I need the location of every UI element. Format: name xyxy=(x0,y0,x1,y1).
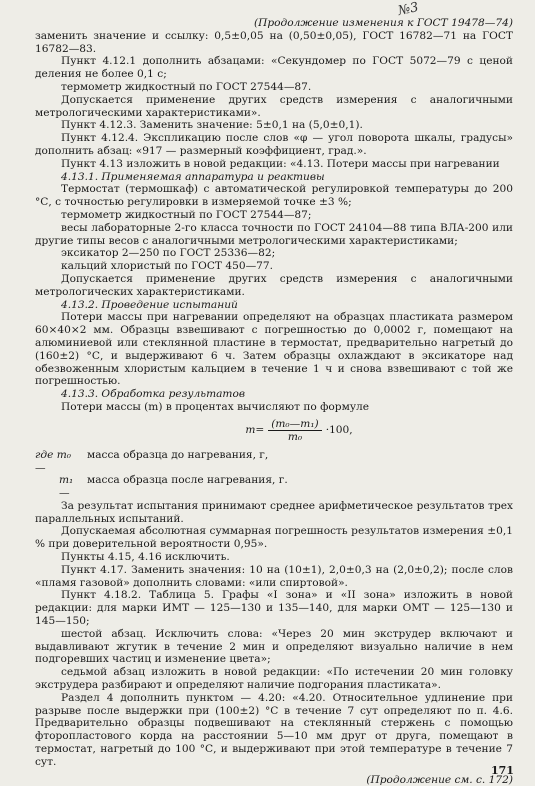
paragraph: 4.13.2. Проведение испытаний xyxy=(61,298,238,311)
paragraph: шестой абзац. Исключить слова: «Через 20 мин экструдер включают и выдавливают жгутик в течение 2 мин и определяют визуально наличие в нем подгоревших частиц и изменение цвета»; xyxy=(35,627,513,666)
formula-denominator: m₀ xyxy=(287,431,303,444)
formula-rhs: ·100, xyxy=(325,424,353,437)
paragraph: За результат испытания принимают среднее арифметическое результатов трех параллельных испытаний. xyxy=(35,499,513,525)
paragraph: Пункт 4.13 изложить в новой редакции: «4.13. Потери массы при нагревании xyxy=(61,157,500,170)
paragraphs-before-formula xyxy=(35,30,513,414)
handwritten-mark: №3 xyxy=(396,0,420,19)
formula-legend xyxy=(35,449,513,500)
legend-text: масса образца до нагревания, г, xyxy=(87,448,269,461)
legend-text: масса образца после нагревания, г. xyxy=(87,474,288,487)
paragraph: Пункт 4.12.4. Экспликацию после слов «φ — угол поворота шкалы, градусы» дополнить абзац: «917 — размерный коэффициент, град.». xyxy=(35,132,513,157)
paragraph: Раздел 4 дополнить пунктом — 4.20: «4.20. Относительное удлинение при разрыве после выдержки при (100±2) °С в течение 7 сут определяют по п. 4.6. Предварительно образцы подвешивают на стеклянный стержень с помощью фторопластового корда на расстоянии 5—10 мм друг от друга, помещают в термостат, нагретый до 100 °С, и выдерживают при этой температуре в течение 7 сут. xyxy=(35,691,513,768)
paragraph: весы лабораторные 2-го класса точности по ГОСТ 24104—88 типа ВЛА-200 или другие типы весов с аналогичными метрологическими характеристиками; xyxy=(35,221,513,247)
legend-row xyxy=(35,474,513,500)
legend-row xyxy=(35,449,513,475)
paragraph: Пункт 4.12.1 дополнить абзацами: «Секундомер по ГОСТ 5072—79 с ценой деления не более 0,1 с; xyxy=(35,55,513,81)
document-body xyxy=(35,17,513,786)
legend-symbol: m₁ — xyxy=(59,474,74,500)
paragraph: Пункты 4.15, 4.16 исключить. xyxy=(61,551,230,564)
paragraph: Потери массы при нагревании определяют на образцах пластиката размером 60×40×2 мм. Образцы взвешивают с погрешностью до 0,0002 г, помещают на алюминиевой или стеклянной пластине в термостат, предварительно нагретый до (160±2) °С, и выдерживают 6 ч. Затем образцы охлаждают в эксикаторе над обезвоженным хлористым кальцием в течение 1 ч и снова взвешивают с той же погрешностью. xyxy=(35,311,513,388)
footer-continuation-note: (Продолжение см. с. 172) xyxy=(366,773,513,786)
paragraph: Пункт 4.17. Заменить значения: 10 на (10±1), 2,0±0,3 на (2,0±0,2); после слов «пламя газовой» дополнить словами: «или спиртовой». xyxy=(35,563,513,589)
paragraph: Пункт 4.12.3. Заменить значение: 5±0,1 на (5,0±0,1). xyxy=(61,119,363,132)
paragraph: кальций хлористый по ГОСТ 450—77. xyxy=(61,260,274,273)
paragraph: заменить значение и ссылку: 0,5±0,05 на (0,50±0,05), ГОСТ 16782—71 на ГОСТ 16782—83. xyxy=(35,29,513,55)
paragraph: Потери массы (m) в процентах вычисляют по формуле xyxy=(61,400,370,413)
legend-symbol: где m₀ — xyxy=(35,448,71,474)
paragraph: Термостат (термошкаф) с автоматической регулировкой температуры до 200 °С, с точностью регулировки в измеряемой точке ±3 %; xyxy=(35,183,513,209)
paragraph: 4.13.3. Обработка результатов xyxy=(61,388,246,401)
paragraph: Допускаемая абсолютная суммарная погрешность результатов измерения ±0,1 % при доверительной вероятности 0,95». xyxy=(35,525,513,551)
paragraph: термометр жидкостный по ГОСТ 27544—87; xyxy=(61,208,312,221)
paragraph: Допускается применение других средств измерения с аналогичными метрологических характеристиками. xyxy=(35,272,513,298)
continuation-header: (Продолжение изменения к ГОСТ 19478—74) xyxy=(253,17,513,29)
paragraph: эксикатор 2—250 по ГОСТ 25336—82; xyxy=(61,247,276,260)
formula-numerator: (m₀—m₁) xyxy=(268,418,321,431)
mass-loss-formula xyxy=(85,416,513,446)
paragraph: Пункт 4.18.2. Таблица 5. Графы «I зона» и «II зона» изложить в новой редакции: для марки ИМТ — 125—130 и 135—140, для марки ОМТ — 125—130 и 145—150; xyxy=(35,589,513,628)
paragraph: Допускается применение других средств измерения с аналогичными метрологическими характеристиками». xyxy=(35,93,513,119)
formula-lhs: m= xyxy=(245,424,265,437)
paragraph: термометр жидкостный по ГОСТ 27544—87. xyxy=(61,80,312,93)
formula-fraction xyxy=(268,418,321,443)
paragraph: 4.13.1. Применяемая аппаратура и реактивы xyxy=(61,170,325,183)
paragraphs-after-formula xyxy=(35,500,513,769)
page-number: 171 xyxy=(491,764,514,777)
paragraph: седьмой абзац изложить в новой редакции: «По истечении 20 мин головку экструдера разбирают и определяют наличие подгорания пластиката». xyxy=(35,666,513,692)
